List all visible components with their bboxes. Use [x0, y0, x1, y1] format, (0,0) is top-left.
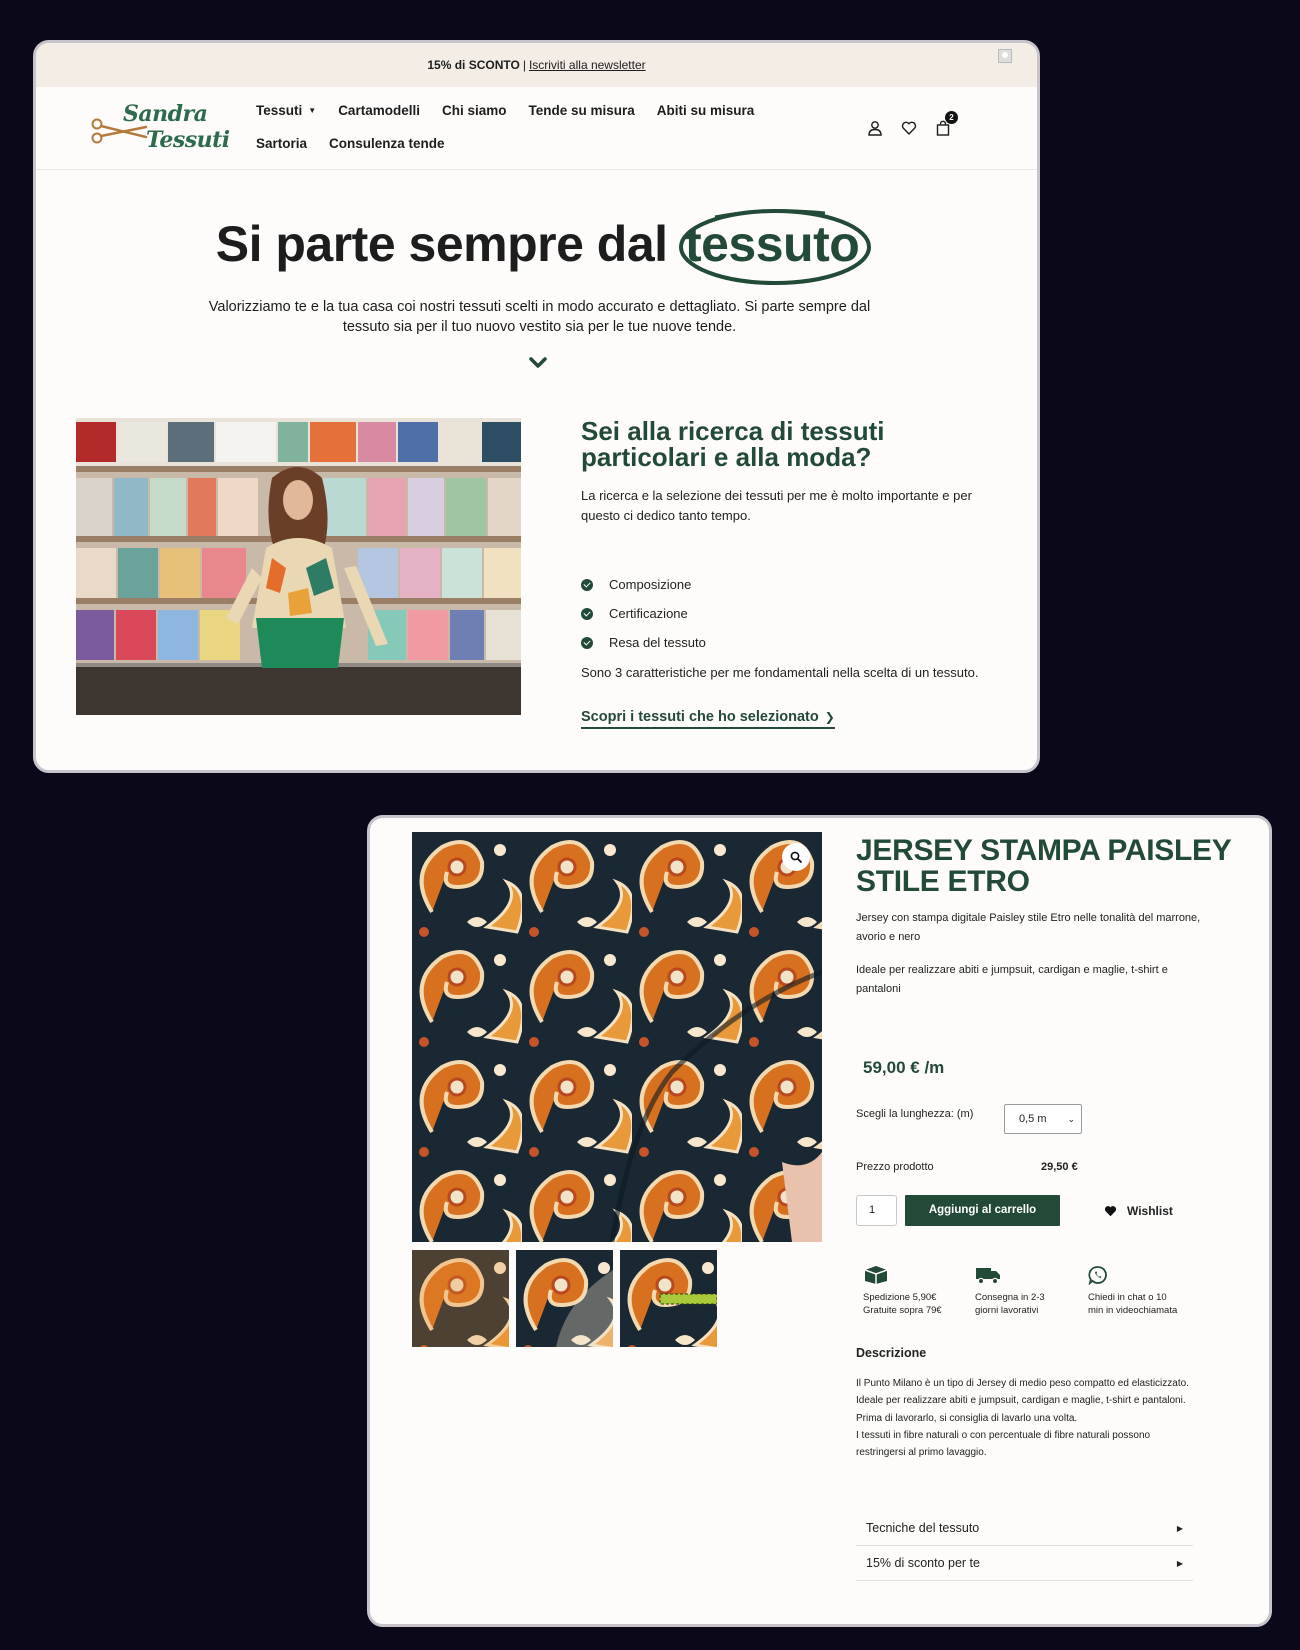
- discover-fabrics-link[interactable]: [581, 709, 835, 729]
- whatsapp-icon: [1088, 1265, 1198, 1287]
- add-to-cart-button[interactable]: Aggiungi al carrello: [905, 1195, 1060, 1226]
- product-title: JERSEY STAMPA PAISLEY STILE ETRO: [856, 834, 1231, 898]
- checklist-label: Resa del tessuto: [609, 635, 706, 650]
- thumbnail-3[interactable]: [620, 1250, 717, 1347]
- chat-line-1: Chiedi in chat o 10: [1088, 1292, 1167, 1303]
- nav-item-tessuti[interactable]: [256, 101, 316, 120]
- nav-item-abiti-su-misura[interactable]: Abiti su misura: [656, 103, 755, 118]
- box-icon: [863, 1265, 973, 1287]
- heart-icon[interactable]: [901, 120, 917, 136]
- wishlist-label: Wishlist: [1127, 1204, 1173, 1218]
- delivery-line-1: Consegna in 2-3: [975, 1292, 1045, 1303]
- accordion-fabric-techniques[interactable]: [856, 1511, 1193, 1546]
- product-thumbnails: [412, 1250, 717, 1347]
- description-line: Il Punto Milano è un tipo di Jersey di medio peso compatto ed elasticizzato.: [856, 1378, 1189, 1389]
- delivery-feature: [975, 1265, 1085, 1317]
- chat-feature: [1088, 1265, 1198, 1317]
- product-price: 59,00 € /m: [863, 1058, 945, 1077]
- zoom-icon[interactable]: [782, 843, 810, 871]
- cart-count-badge: 2: [945, 111, 958, 124]
- heart-filled-icon: [1104, 1205, 1117, 1217]
- user-icon[interactable]: [867, 120, 883, 136]
- link-label: Scopri i tessuti che ho selezionato: [581, 709, 819, 725]
- promo-discount: 15% di SCONTO: [427, 58, 520, 72]
- thumbnail-2[interactable]: [516, 1250, 613, 1347]
- caret-right-icon: ▶: [1176, 1523, 1183, 1533]
- nav-item-sartoria[interactable]: Sartoria: [256, 136, 308, 151]
- nav-item-cartamodelli[interactable]: Cartamodelli: [338, 103, 420, 118]
- section-text: La ricerca e la selezione dei tessuti per me è molto importante e per questo ci dedico tanto tempo.: [581, 488, 972, 523]
- check-circle-icon: [581, 579, 593, 591]
- broken-image-icon: [998, 49, 1012, 63]
- nav-item-consulenza-tende[interactable]: Consulenza tende: [329, 136, 445, 151]
- description-line: Ideale per realizzare abiti e jumpsuit, cardigan e maglie, t-shirt e pantaloni.: [856, 1395, 1186, 1407]
- product-window: [367, 815, 1272, 1627]
- chevron-right-icon: ❯: [824, 710, 835, 724]
- accordion-label: Tecniche del tessuto: [866, 1521, 980, 1535]
- truck-icon: [975, 1265, 1085, 1287]
- shipping-feature: [863, 1265, 973, 1317]
- product-description: Jersey con stampa digitale Paisley stile Etro nelle tonalità del marrone, avorio e nero: [856, 912, 1201, 943]
- nav-item-tende-su-misura[interactable]: Tende su misura: [528, 103, 635, 118]
- caret-right-icon: ▶: [1176, 1558, 1183, 1568]
- shipping-line-1: Spedizione 5,90€: [863, 1292, 937, 1303]
- hero-highlight-word: tessuto: [684, 216, 860, 272]
- product-usage: Ideale per realizzare abiti e jumpsuit, cardigan e maglie, t-shirt e pantaloni: [856, 964, 1168, 995]
- product-main-image[interactable]: [412, 832, 822, 1242]
- checklist-item: [581, 599, 706, 628]
- site-header: [36, 87, 1037, 170]
- accordion-label: 15% di sconto per te: [866, 1556, 980, 1570]
- logo-line-1: Sandra: [123, 101, 208, 127]
- length-select[interactable]: [1004, 1104, 1082, 1134]
- chevron-down-icon[interactable]: [529, 356, 547, 370]
- main-nav: [256, 101, 826, 153]
- header-icons: [867, 113, 954, 136]
- description-heading: Descrizione: [856, 1346, 927, 1360]
- checklist-label: Composizione: [609, 577, 692, 592]
- thumbnail-1[interactable]: [412, 1250, 509, 1347]
- product-price-label: Prezzo prodotto: [856, 1161, 934, 1173]
- site-logo[interactable]: [91, 101, 230, 157]
- length-select-value: 0,5 m: [1019, 1113, 1047, 1125]
- homepage-window: [33, 40, 1040, 773]
- hero-title: [36, 215, 1040, 273]
- chevron-down-icon: ⌄: [1067, 1114, 1075, 1124]
- promo-separator: |: [522, 58, 526, 72]
- hero-title-highlight: [681, 215, 863, 273]
- section-title: Sei alla ricerca di tessuti particolari e alla moda?: [581, 416, 885, 472]
- nav-item-chi-siamo[interactable]: Chi siamo: [441, 103, 507, 118]
- shipping-line-2: Gratuite sopra 79€: [863, 1305, 942, 1316]
- chat-line-2: min in videochiamata: [1088, 1305, 1178, 1316]
- newsletter-link[interactable]: Iscriviti alla newsletter: [528, 58, 646, 72]
- bag-icon[interactable]: [935, 113, 954, 136]
- promo-banner: [36, 43, 1037, 87]
- nav-label: Tessuti: [256, 103, 303, 118]
- checklist-item: [581, 570, 706, 599]
- check-circle-icon: [581, 637, 593, 649]
- description-body: [856, 1375, 1201, 1461]
- accordion-discount[interactable]: [856, 1546, 1193, 1581]
- shop-owner-photo: [76, 418, 521, 715]
- wishlist-button[interactable]: [1104, 1204, 1173, 1218]
- section-note: Sono 3 caratteristiche per me fondamentali nella scelta di un tessuto.: [581, 665, 979, 680]
- description-line: I tessuti in fibre naturali o con percentuale di fibre naturali possono restringersi al primo lavaggio.: [856, 1429, 1151, 1459]
- logo-line-2: Tessuti: [146, 127, 230, 153]
- hero-title-start: Si parte sempre dal: [215, 216, 668, 272]
- description-line: Prima di lavorarlo, si consiglia di lavarlo una volta.: [856, 1412, 1078, 1424]
- check-circle-icon: [581, 608, 593, 620]
- product-price-value: 29,50 €: [1041, 1161, 1078, 1173]
- checklist-label: Certificazione: [609, 606, 688, 621]
- hero-subtitle: Valorizziamo te e la tua casa coi nostri tessuti scelti in modo accurato e dettagliato. Si parte sempre dal tessuto sia per il tuo nuovo vestito sia per le tue nuove tende.: [208, 299, 871, 335]
- caret-down-icon: ▼: [308, 106, 317, 115]
- delivery-line-2: giorni lavorativi: [975, 1305, 1039, 1316]
- checklist-item: [581, 628, 706, 657]
- feature-checklist: [581, 570, 706, 657]
- length-label: Scegli la lunghezza: (m): [856, 1108, 974, 1120]
- quantity-input[interactable]: 1: [856, 1195, 897, 1226]
